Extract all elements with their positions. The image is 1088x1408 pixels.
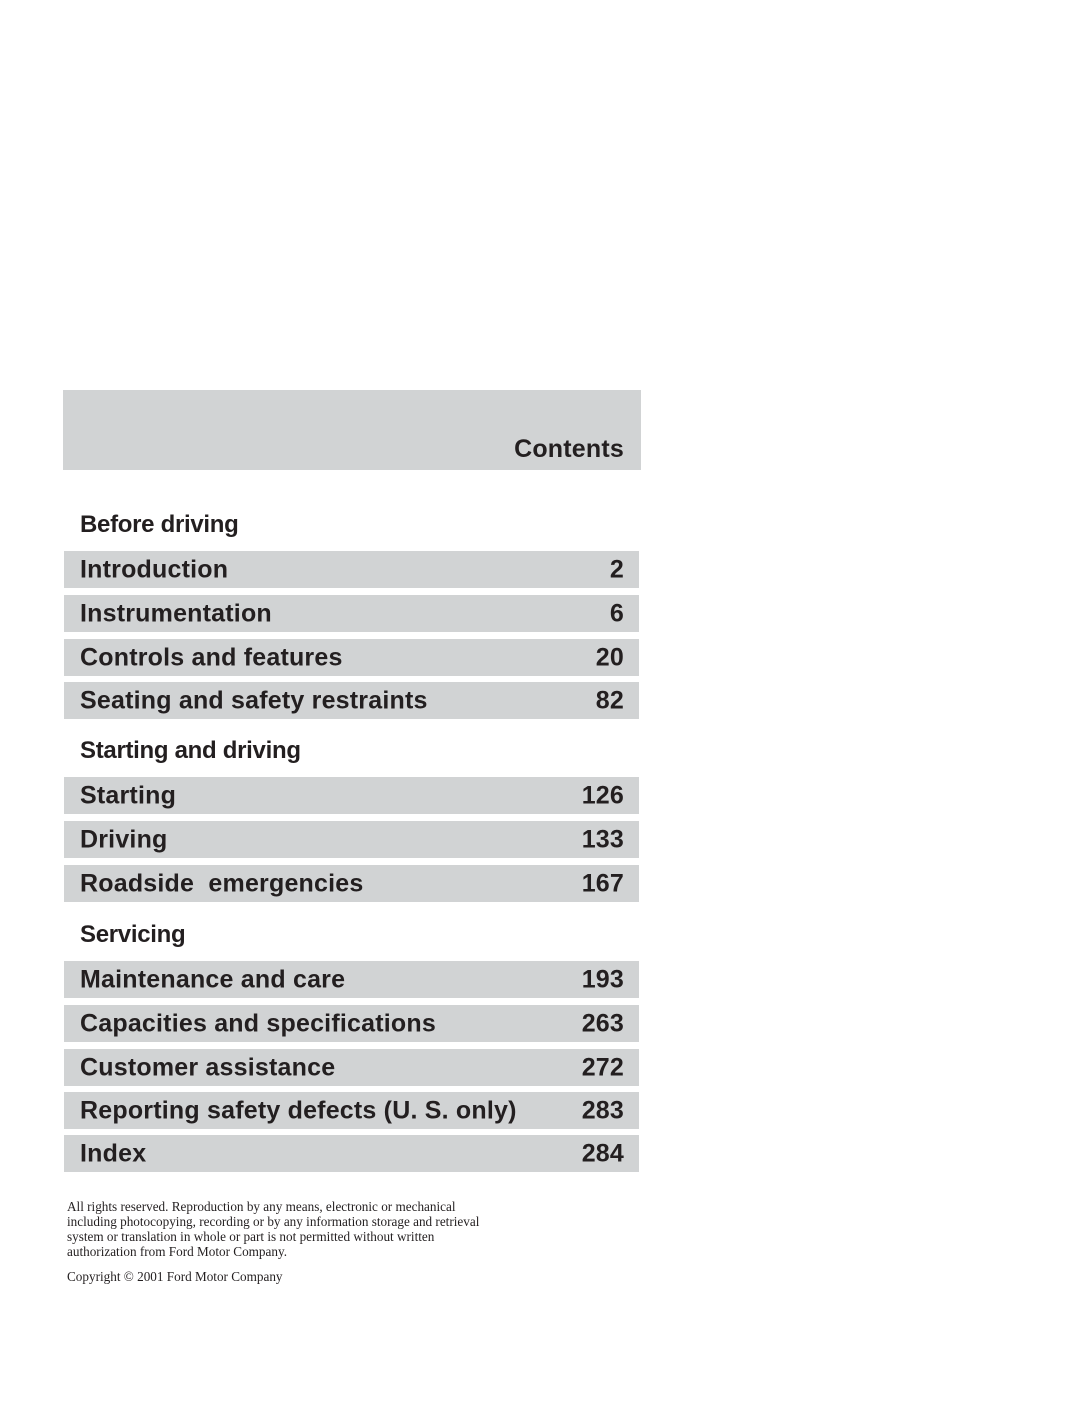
toc-row-instrumentation[interactable] (64, 595, 639, 632)
legal-line: All rights reserved. Reproduction by any means, electronic or mechanical (67, 1199, 456, 1214)
copyright-notice: Copyright © 2001 Ford Motor Company (67, 1269, 283, 1284)
toc-entry-label: Introduction (80, 555, 229, 583)
toc-row-customer-assistance[interactable] (64, 1049, 639, 1086)
toc-row-seating-and-safety-restraints[interactable] (64, 682, 639, 719)
legal-line: authorization from Ford Motor Company. (67, 1244, 288, 1259)
toc-entry-page: 284 (581, 1139, 624, 1167)
toc-entry-page: 2 (609, 555, 624, 583)
toc-row-roadside-emergencies[interactable] (64, 865, 639, 902)
toc-entry-page: 6 (609, 599, 624, 627)
toc-row-maintenance-and-care[interactable] (64, 961, 639, 998)
section-heading-servicing: Servicing (80, 921, 186, 948)
toc-entry-label: Controls and features (80, 643, 343, 671)
toc-row-index[interactable] (64, 1135, 639, 1172)
toc-entry-page: 82 (595, 686, 624, 714)
toc-entry-label: Roadside emergencies (80, 869, 364, 897)
toc-row-introduction[interactable] (64, 551, 639, 588)
toc-entry-page: 133 (581, 825, 624, 853)
toc-entry-label: Customer assistance (80, 1053, 336, 1081)
toc-entry-page: 263 (581, 1009, 624, 1037)
toc-entry-label: Instrumentation (80, 599, 272, 627)
toc-entry-label: Reporting safety defects (U. S. only) (80, 1096, 517, 1124)
toc-row-capacities-and-specifications[interactable] (64, 1005, 639, 1042)
contents-header-band (63, 390, 641, 470)
toc-entry-page: 126 (581, 781, 624, 809)
toc-entry-label: Capacities and specifications (80, 1009, 436, 1037)
section-heading-starting-and-driving: Starting and driving (80, 737, 301, 764)
toc-row-controls-and-features[interactable] (64, 639, 639, 676)
toc-row-driving[interactable] (64, 821, 639, 858)
toc-entry-page: 20 (595, 643, 624, 671)
toc-entry-page: 283 (581, 1096, 624, 1124)
legal-line: including photocopying, recording or by any information storage and retrieval (67, 1214, 480, 1229)
toc-entry-page: 167 (581, 869, 624, 897)
toc-entry-label: Driving (80, 825, 168, 853)
toc-entry-label: Seating and safety restraints (80, 686, 428, 714)
toc-entry-label: Index (80, 1139, 147, 1167)
toc-entry-label: Maintenance and care (80, 965, 346, 993)
legal-line: system or translation in whole or part is not permitted without written (67, 1229, 435, 1244)
page-title: Contents (514, 435, 624, 463)
toc-entry-label: Starting (80, 781, 177, 809)
legal-notice (67, 1199, 557, 1259)
toc-entry-page: 272 (581, 1053, 624, 1081)
section-heading-before-driving: Before driving (80, 511, 239, 538)
toc-entry-page: 193 (581, 965, 624, 993)
toc-row-starting[interactable] (64, 777, 639, 814)
toc-row-reporting-safety-defects[interactable] (64, 1092, 639, 1129)
